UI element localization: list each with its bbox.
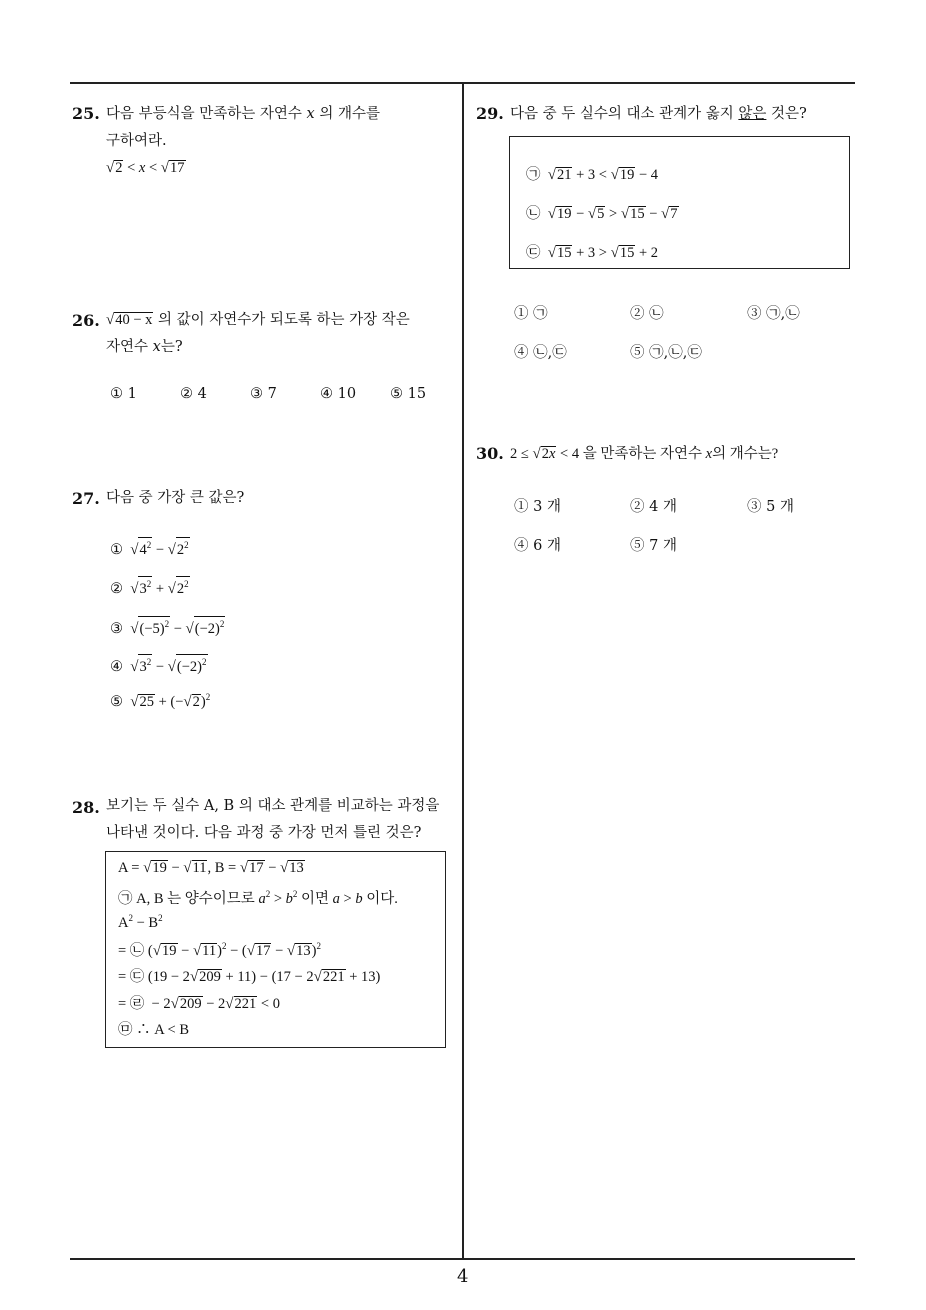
q26-option-1[interactable]: ① 1 [110,386,137,402]
q29-statement-box [509,136,850,269]
q28-step-3: = ㉢ (19 − 2√209 + 11) − (17 − 2√221 + 13) [118,969,381,985]
q28-step-1: ㉠ A, B 는 양수이므로 $a^2 > b^2$ 이면 a > b 이다. [118,889,398,907]
q28-step-5: ㉤ ∴ A < B [118,1022,190,1038]
q30-option-4[interactable]: ④ 6 개 [514,538,561,554]
q26-number: 26. [72,311,100,330]
q28-step-4: = ㉣ − 2√209 − 2√221 < 0 [118,996,280,1012]
q27-option-3[interactable]: ③ $√(-5)^2 - √(-2)^2$ [110,616,225,638]
q26-stem: √40 − x 의 값이 자연수가 되도록 하는 가장 작은 자연수 x는? [106,312,410,355]
q28-proof-box [105,851,446,1048]
q29-option-2[interactable]: ② ㉡ [630,306,664,322]
column-divider [462,82,464,1258]
q26-option-2[interactable]: ② 4 [180,386,207,402]
q27-option-1[interactable]: ① $√4^2 - √2^2$ [110,537,190,559]
q26-option-4[interactable]: ④ 10 [320,386,357,402]
q29-number: 29. [476,104,504,123]
bottom-rule [70,1258,855,1260]
q26-option-3[interactable]: ③ 7 [250,386,277,402]
q28-number: 28. [72,798,100,817]
q27-option-5[interactable]: ⑤ $√25 + (-√2)^2$ [110,692,211,710]
q29-option-4[interactable]: ④ ㉡,㉢ [514,345,567,361]
q30-option-1[interactable]: ① 3 개 [514,499,561,515]
q28-step-2: = ㉡ $(√19 - √11)^2 - (√17 - √13)^2$ [118,941,321,959]
q30-option-2[interactable]: ② 4 개 [630,499,677,515]
q28-step-diff: $A^2 - B^2$ [118,913,163,931]
q30-option-5[interactable]: ⑤ 7 개 [630,538,677,554]
q27-option-4[interactable]: ④ $√3^2 - √(-2)^2$ [110,654,208,676]
q29-stem: 다음 중 두 실수의 대소 관계가 옳지 않은 것은? [510,106,807,122]
q29-statement-2: ㉡ √19 − √5 > √15 − √7 [526,206,678,222]
q29-statement-3: ㉢ √15 + 3 > √15 + 2 [526,245,659,261]
q25-inequality: √2 < x < √17 [106,160,185,176]
q29-option-1[interactable]: ① ㉠ [514,306,548,322]
q30-option-3[interactable]: ③ 5 개 [747,499,794,515]
q26-option-5[interactable]: ⑤ 15 [390,386,427,402]
q29-statement-1: ㉠ √21 + 3 < √19 − 4 [526,167,659,183]
q29-option-3[interactable]: ③ ㉠,㉡ [747,306,800,322]
q27-option-2[interactable]: ② $√3^2 + √2^2$ [110,576,190,598]
q30-number: 30. [476,444,504,463]
q27-stem: 다음 중 가장 큰 값은? [106,490,245,506]
q27-number: 27. [72,489,100,508]
q28-step-def: A = √19 − √11, B = √17 − √13 [118,860,304,876]
page-number: 4 [457,1266,469,1287]
q30-stem: 2 ≤ √2x < 4 을 만족하는 자연수 x의 개수는? [510,446,779,462]
q25-stem: 다음 부등식을 만족하는 자연수 x 의 개수를 구하여라. √2 < x < √17 [106,106,380,176]
q29-option-5[interactable]: ⑤ ㉠,㉡,㉢ [630,345,702,361]
q28-stem: 보기는 두 실수 A, B 의 대소 관계를 비교하는 과정을 나타낸 것이다. 다음 과정 중 가장 먼저 틀린 것은? [106,798,440,841]
q25-number: 25. [72,104,100,123]
